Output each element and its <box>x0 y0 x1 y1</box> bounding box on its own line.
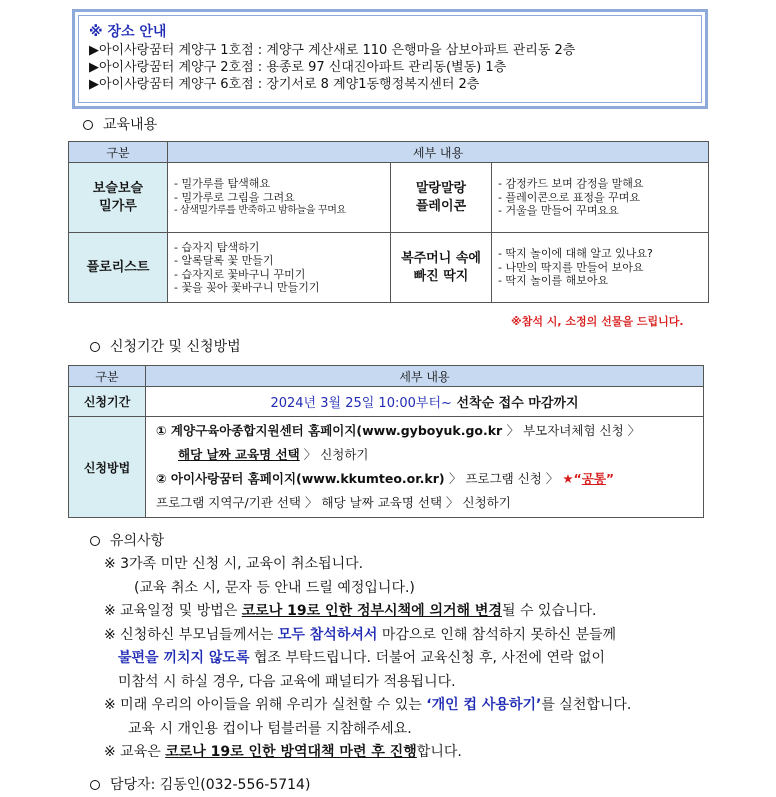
education-category-cell <box>69 233 168 303</box>
notes-body <box>104 553 631 765</box>
method-2-site: ② 아이사랑꿈터 홈페이지(www.kkumteo.or.kr) <box>156 471 449 486</box>
detail-line: - 딱지 놀이에 대해 알고 있나요? <box>498 247 653 261</box>
note-5-b: 협조 부탁드립니다. 더불어 교육신청 후, 사전에 연락 없이 <box>249 650 606 666</box>
note-9-b: 코로나 19로 인한 방역대책 마련 후 진행 <box>165 744 417 760</box>
note-line-3 <box>104 600 631 624</box>
detail-line: - 알록달록 꽃 만들기 <box>174 254 274 267</box>
method-detail <box>146 417 704 518</box>
method-2-common: 공통 <box>581 471 606 486</box>
education-category-cell <box>69 163 168 233</box>
gift-note: ※참석 시, 소정의 선물을 드립니다. <box>511 315 684 328</box>
method-1-select: 해당 날짜 교육명 선택 <box>178 447 300 462</box>
education-category-3: 플로리스트 <box>86 259 150 275</box>
location-item-1: ▶아이사랑꿈터 계양구 1호점 : 계양구 계산새로 110 은행마을 삼보아파트 관리동 2층 <box>89 43 576 58</box>
note-5-a: 불편을 끼치지 않도록 <box>118 650 250 666</box>
note-9-a: ※ 교육은 <box>104 744 166 760</box>
note-7-a: ※ 미래 우리의 아이들을 위해 우리가 실천할 수 있는 <box>104 697 427 713</box>
application-table <box>68 365 704 518</box>
note-9-c: 합니다. <box>416 744 462 760</box>
method-2-region: 프로그램 지역구/기관 선택 <box>156 495 305 510</box>
method-1-site: ① 계양구육아종합지원센터 홈페이지(www.gyboyuk.go.kr <box>156 423 507 438</box>
education-col-detail: 세부 내용 <box>168 142 709 163</box>
education-category-cell <box>391 163 492 233</box>
method-2-quote: ” <box>605 471 615 486</box>
notes-heading-text: 유의사항 <box>110 533 165 549</box>
location-item-3: ▶아이사랑꿈터 계양구 6호점 : 장기서로 8 계양1동행정복지센터 2층 <box>89 77 480 92</box>
note-line-9 <box>104 741 631 765</box>
application-heading-text: 신청기간 및 신청방법 <box>110 339 241 355</box>
period-rest: 선착순 접수 마감까지 <box>451 396 579 411</box>
contact-text: 담당자: 김동인(032-556-5714) <box>110 777 311 793</box>
detail-line: - 습자지 탐색하기 <box>174 240 260 254</box>
method-2-line-1 <box>156 467 693 491</box>
note-line-6: 미참석 시 하실 경우, 다음 교육에 패널티가 적용됩니다. <box>118 673 456 690</box>
circle-bullet-icon <box>90 342 100 352</box>
method-2-line-2 <box>156 491 693 515</box>
location-item-2: ▶아이사랑꿈터 계양구 2호점 : 용종로 97 신대진아파트 관리동(별동) 1층 <box>89 60 507 75</box>
detail-line: - 감정카드 보며 감정을 말해요 <box>498 177 644 191</box>
method-2-select: 해당 날짜 교육명 선택 <box>317 495 447 510</box>
period-label: 신청기간 <box>69 387 146 417</box>
note-4-b: 모두 참석하셔서 <box>277 626 378 643</box>
period-date: 2024년 3월 25일 10:00부터~ <box>270 396 452 411</box>
education-category-1: 보슬보슬 밀가루 <box>92 180 144 214</box>
method-2-apply: 신청하기 <box>458 495 511 510</box>
note-4-a: ※ 신청하신 부모님들께서는 <box>104 626 278 643</box>
education-detail-cell <box>492 233 709 303</box>
arrow-icon: 〉 <box>304 495 318 510</box>
note-4-c: 마감으로 인해 참석하지 못하신 분들께 <box>377 626 617 643</box>
method-1-step: 부모자녀체험 신청 <box>519 423 628 438</box>
detail-line: - 밀가루를 탐색해요 <box>174 177 270 191</box>
detail-line: - 딱지 놀이를 해보아요 <box>498 274 609 288</box>
location-inner <box>78 15 702 103</box>
method-1-line-1 <box>156 419 693 443</box>
education-category-4: 복주머니 속에 빠진 딱지 <box>401 250 481 284</box>
education-category-cell <box>391 233 492 303</box>
note-line-1: ※ 3가족 미만 신청 시, 교육이 취소됩니다. <box>104 556 364 572</box>
arrow-icon: 〉 <box>627 423 641 438</box>
education-col-category: 구분 <box>69 142 168 163</box>
circle-bullet-icon <box>90 780 100 790</box>
method-1-line-2 <box>156 443 693 467</box>
note-3-a: ※ 교육일정 및 방법은 <box>104 603 242 619</box>
star-icon: ★“ <box>562 471 582 486</box>
contact-line <box>90 776 310 794</box>
method-1-apply: 신청하기 <box>316 447 369 462</box>
education-heading <box>83 116 157 134</box>
detail-line: - 습자지로 꽃바구니 꾸미기 <box>174 267 306 281</box>
arrow-icon: 〉 <box>545 471 559 486</box>
circle-bullet-icon <box>90 536 100 546</box>
education-category-2: 말랑말랑 플레이콘 <box>415 180 467 214</box>
education-heading-text: 교육내용 <box>103 117 158 133</box>
arrow-icon: 〉 <box>303 447 317 462</box>
detail-line: - 거울을 만들어 꾸며요요 <box>498 204 619 218</box>
note-line-4 <box>104 624 631 648</box>
note-line-7 <box>104 694 631 718</box>
method-label: 신청방법 <box>69 417 146 518</box>
education-table <box>68 141 709 303</box>
education-detail-cell <box>492 163 709 233</box>
note-line-8: 교육 시 개인용 컵이나 텀블러를 지참해주세요. <box>128 720 412 737</box>
application-col-category: 구분 <box>69 366 146 387</box>
circle-bullet-icon <box>83 120 93 130</box>
notes-heading <box>90 532 164 550</box>
detail-line: - 밀가루로 그림을 그려요 <box>174 190 295 204</box>
note-line-2: (교육 취소 시, 문자 등 안내 드릴 예정입니다.) <box>134 579 415 596</box>
application-heading <box>90 338 241 356</box>
application-col-detail: 세부 내용 <box>146 366 704 387</box>
arrow-icon: 〉 <box>446 495 459 510</box>
note-3-c: 될 수 있습니다. <box>501 603 597 619</box>
arrow-icon: 〉 <box>448 471 462 486</box>
education-detail-cell <box>168 233 391 303</box>
education-detail-cell <box>168 163 391 233</box>
note-3-b: 코로나 19로 인한 정부시책에 의거해 변경 <box>241 603 502 619</box>
note-7-b: ‘개인 컵 사용하기’ <box>426 697 542 713</box>
detail-line: - 꽃을 꽂아 꽃바구니 만들기기 <box>174 281 320 294</box>
note-7-c: 를 실천합니다. <box>541 697 632 713</box>
detail-line: - 삼색밀가루를 반죽하고 밤하늘을 꾸며요 <box>174 205 346 217</box>
method-2-step: 프로그램 신청 <box>461 471 546 486</box>
note-line-5 <box>104 647 631 671</box>
location-title: ※ 장소 안내 <box>89 24 167 40</box>
period-value <box>146 387 704 417</box>
detail-line: - 나만의 딱지를 만들어 보아요 <box>498 260 644 274</box>
arrow-icon: 〉 <box>506 423 520 438</box>
location-box <box>72 9 708 109</box>
detail-line: - 플레이콘으로 표정을 꾸며요 <box>498 190 640 204</box>
